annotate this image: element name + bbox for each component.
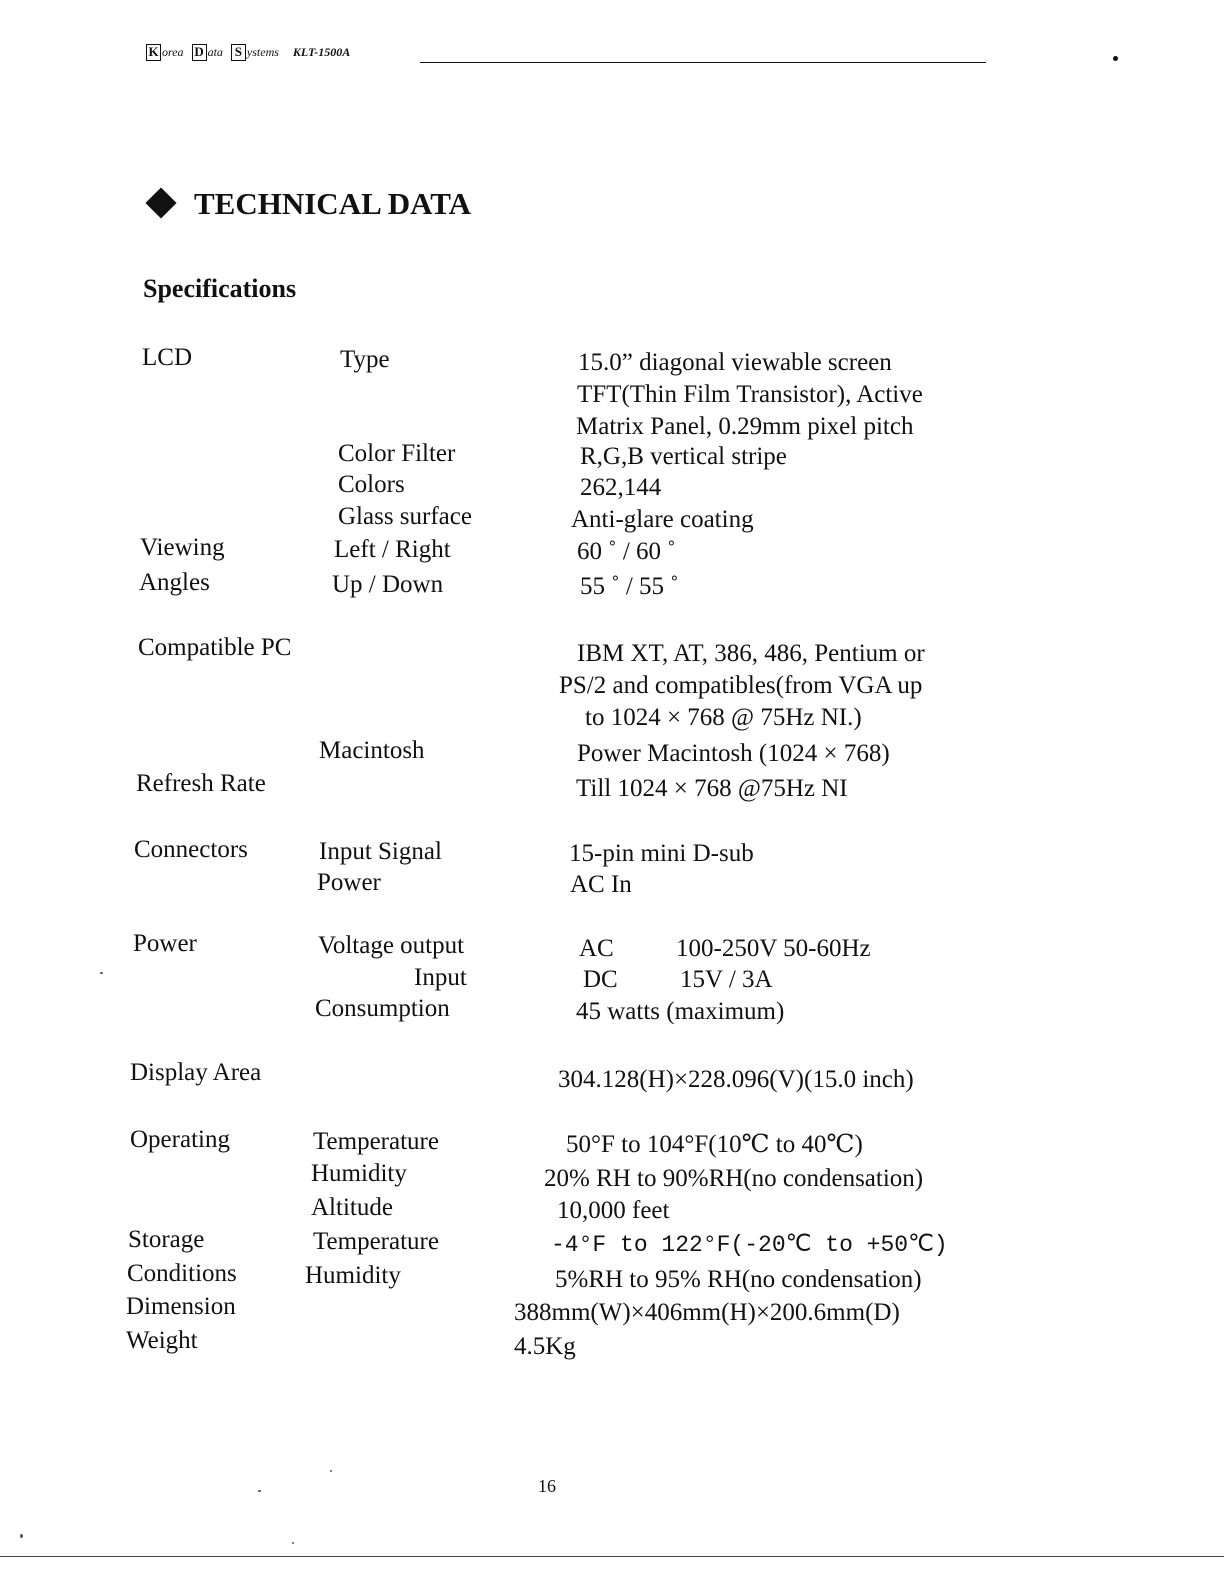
label-input-signal: Input Signal — [319, 838, 442, 865]
logo-letter-k: K — [146, 44, 161, 61]
page-number: 16 — [538, 1476, 556, 1496]
value-refresh-rate: Till 1024 × 768 @75Hz NI — [576, 775, 848, 802]
category-refresh-rate: Refresh Rate — [136, 770, 266, 797]
category-conditions: Conditions — [127, 1260, 237, 1287]
value-type-line1: 15.0” diagonal viewable screen — [578, 349, 892, 376]
category-power: Power — [133, 930, 197, 957]
label-st-humidity: Humidity — [305, 1262, 401, 1289]
value-input-type: DC — [583, 966, 618, 993]
category-weight: Weight — [126, 1327, 198, 1354]
label-type: Type — [340, 346, 390, 373]
scan-speck — [330, 1470, 332, 1472]
value-st-humidity: 5%RH to 95% RH(no condensation) — [555, 1266, 922, 1293]
header-rule — [420, 62, 986, 63]
label-op-humidity: Humidity — [311, 1160, 407, 1187]
value-op-altitude: 10,000 feet — [557, 1197, 670, 1224]
label-left-right: Left / Right — [334, 536, 451, 563]
value-voltage-output-type: AC — [579, 935, 614, 962]
value-left-right: 60 ˚ / 60 ˚ — [577, 538, 676, 565]
category-lcd: LCD — [142, 344, 192, 371]
value-colors: 262,144 — [580, 474, 662, 501]
value-pc-line2: PS/2 and compatibles(from VGA up — [559, 672, 923, 699]
logo-letter-s: S — [231, 44, 246, 61]
value-st-temperature: -4°F to 122°F(-20℃ to +50℃) — [551, 1232, 948, 1258]
value-glass-surface: Anti-glare coating — [571, 506, 754, 533]
label-color-filter: Color Filter — [338, 440, 456, 467]
header-logo — [146, 44, 350, 61]
diamond-bullet-icon — [145, 187, 176, 218]
label-consumption: Consumption — [315, 995, 450, 1022]
label-power-connector: Power — [317, 869, 381, 896]
value-op-humidity: 20% RH to 90%RH(no condensation) — [544, 1165, 924, 1192]
label-op-temperature: Temperature — [313, 1128, 439, 1155]
value-input: 15V / 3A — [680, 966, 773, 993]
label-voltage-output: Voltage output — [318, 932, 465, 959]
label-glass-surface: Glass surface — [338, 503, 472, 530]
scan-speck — [258, 1490, 261, 1492]
subsection-title: Specifications — [143, 274, 297, 303]
section-title: TECHNICAL DATA — [194, 186, 472, 221]
value-voltage-output: 100-250V 50-60Hz — [676, 935, 871, 962]
value-dimension: 388mm(W)×406mm(H)×200.6mm(D) — [514, 1299, 900, 1326]
value-weight: 4.5Kg — [514, 1333, 576, 1360]
value-pc-line1: IBM XT, AT, 386, 486, Pentium or — [577, 640, 925, 667]
header-dot — [1113, 56, 1118, 61]
value-consumption: 45 watts (maximum) — [576, 998, 785, 1025]
value-type-line2: TFT(Thin Film Transistor), Active — [577, 381, 923, 408]
header-model: KLT-1500A — [292, 45, 351, 59]
value-type-line3: Matrix Panel, 0.29mm pixel pitch — [576, 413, 914, 440]
value-macintosh: Power Macintosh (1024 × 768) — [577, 740, 890, 767]
category-angles: Angles — [139, 569, 210, 596]
logo-word-systems: ystems — [246, 45, 279, 59]
category-storage: Storage — [128, 1226, 205, 1253]
category-operating: Operating — [130, 1126, 230, 1153]
footer-rule — [0, 1556, 1224, 1557]
logo-word-korea: orea — [162, 45, 184, 59]
category-compatible-pc: Compatible PC — [138, 634, 292, 661]
label-up-down: Up / Down — [332, 571, 444, 598]
label-colors: Colors — [338, 471, 405, 498]
label-macintosh: Macintosh — [319, 737, 425, 764]
label-st-temperature: Temperature — [313, 1228, 439, 1255]
scan-speck — [100, 972, 103, 974]
logo-letter-d: D — [192, 44, 207, 61]
category-viewing: Viewing — [140, 534, 225, 561]
category-display-area: Display Area — [130, 1059, 262, 1086]
label-op-altitude: Altitude — [311, 1194, 393, 1221]
category-dimension: Dimension — [126, 1293, 236, 1320]
value-up-down: 55 ˚ / 55 ˚ — [580, 573, 679, 600]
value-op-temperature: 50°F to 104°F(10℃ to 40℃) — [566, 1131, 863, 1158]
logo-word-data: ata — [207, 45, 223, 59]
value-display-area: 304.128(H)×228.096(V)(15.0 inch) — [558, 1066, 914, 1093]
value-input-signal: 15-pin mini D-sub — [569, 840, 754, 867]
value-pc-line3: to 1024 × 768 @ 75Hz NI.) — [585, 704, 862, 731]
scan-speck — [292, 1542, 294, 1544]
value-power-connector: AC In — [570, 871, 632, 898]
scan-speck — [20, 1534, 23, 1538]
label-input: Input — [414, 964, 467, 991]
category-connectors: Connectors — [134, 836, 248, 863]
value-color-filter: R,G,B vertical stripe — [580, 443, 787, 470]
